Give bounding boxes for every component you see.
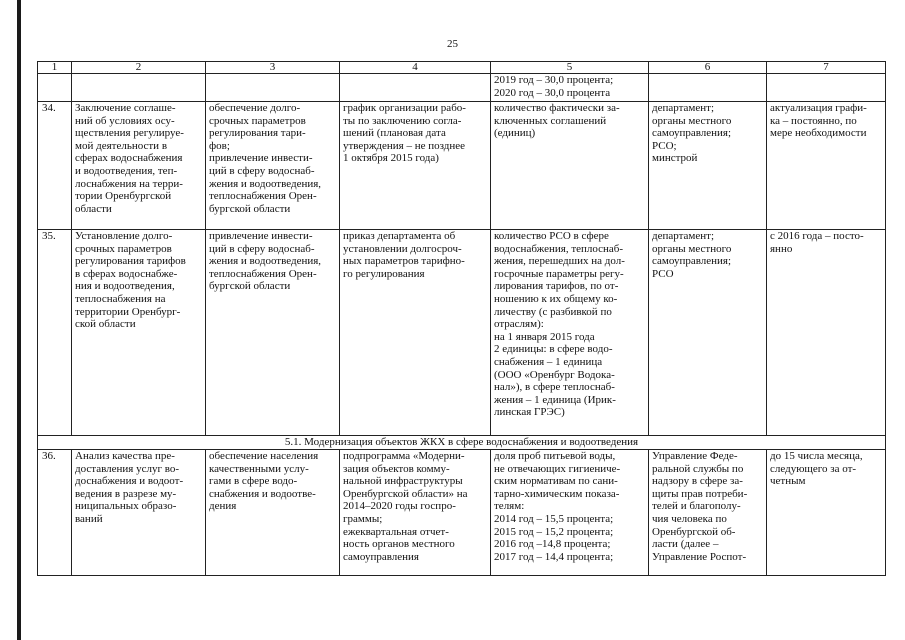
text-line: чия человека по [652,512,727,525]
text-line: приказ департамента об [343,230,456,242]
text-line: количество фактически за- [494,102,620,114]
text-line: бургской области [209,202,291,215]
text-line: зация объектов комму- [343,462,450,475]
text-line: телям: [494,500,525,513]
section-row [38,436,886,450]
text-line: доснабжения и водоот- [75,475,184,488]
text-line: следующего за от- [770,462,857,475]
responsible-cell [649,450,767,576]
binding-line [17,0,21,640]
text-line: актуализация графи- [770,102,867,114]
responsible-cell [649,102,767,230]
indicator-cell [491,102,649,230]
text-line: Управление Роспот- [652,550,747,563]
text-line: ных параметров тарифно- [343,255,465,268]
responsible-cell [649,74,767,102]
text-line: подпрограмма «Модерни- [343,450,465,462]
text-line: 2017 год – 14,4 процента; [494,550,614,563]
text-line: фов; [209,139,230,152]
text-line: надзору в сфере за- [652,475,743,488]
text-line: регулирования тари- [209,127,306,140]
text-line: 2020 год – 30,0 процента [494,86,611,99]
text-line: привлечение инвести- [209,152,313,165]
text-line: тарно-химическим показа- [494,487,620,500]
text-line: жения и водоотведения, [209,177,322,190]
item-number: 35. [38,230,72,436]
text-line: Анализ качества пре- [75,450,175,462]
text-line: качественными услу- [209,462,309,475]
text-line: Оренбургской области» на [343,487,468,500]
text-line: (ООО «Оренбург Водока- [494,368,615,381]
responsible-cell [649,230,767,436]
text-line: департамент; [652,102,715,114]
text-line: 2019 год – 30,0 процента; [494,74,614,86]
text-line: ность органов местного [343,538,455,551]
text-line: доля проб питьевой воды, [494,450,616,462]
section-title: 5.1. Модернизация объектов ЖКХ в сфере водоснабжения и водоотведения [38,436,886,450]
text-line: утверждения – не позднее [343,139,466,152]
text-line: департамент; [652,230,715,242]
text-line: сферах водоснабжения [75,152,183,165]
document-cell [340,230,491,436]
text-line: граммы; [343,512,383,525]
text-line: Управление Феде- [652,450,738,462]
table-row-item-35 [38,230,886,436]
document-cell [340,102,491,230]
plan-table [37,61,886,576]
deadline-cell [767,102,886,230]
text-line: (единиц) [494,127,536,140]
text-line: личеству (с разбивкой по [494,305,612,318]
text-line: жения – 1 единица (Ирик- [494,393,616,406]
text-line: ниципальных образо- [75,500,177,513]
text-line: телей и благополу- [652,500,741,513]
text-line: Заключение соглаше- [75,102,176,114]
text-line: щиты прав потреби- [652,487,748,500]
text-line: установлении долгосроч- [343,242,462,255]
table-row-item-34 [38,102,886,230]
text-line: тории Оренбургской [75,190,172,203]
text-line: ка – постоянно, по [770,114,857,127]
text-line: лирования тарифов, по от- [494,280,619,293]
text-line: жения и водоотведения, [209,255,322,268]
text-line: госрочные параметры регу- [494,267,624,280]
text-line: снабжения и водоотве- [209,487,316,500]
column-number: 6 [649,62,767,74]
text-line: ций в сферу водоснаб- [209,242,315,255]
column-number: 4 [340,62,491,74]
activity-cell [72,102,206,230]
column-number: 1 [38,62,72,74]
text-line: территории Оренбург- [75,305,181,318]
text-line: ральной службы по [652,462,744,475]
text-line: лоснабжения на терри- [75,177,183,190]
text-line: дения [209,500,237,513]
text-line: нал»), в сфере теплоснаб- [494,381,615,394]
text-line: теплоснабжения Орен- [209,190,317,203]
document-cell [340,74,491,102]
text-line: ведения в разрезе му- [75,487,177,500]
text-line: 2014–2020 годы госпро- [343,500,456,513]
table-row-item-36 [38,450,886,576]
result-cell [206,450,340,576]
text-line: ций в сферу водоснаб- [209,164,315,177]
text-line: ния и водоотведения, [75,280,175,293]
text-line: ским нормативам по сани- [494,475,618,488]
text-line: график организации рабо- [343,102,466,114]
text-line: РСО; [652,139,677,152]
text-line: нальной инфраструктуры [343,475,463,488]
continuation-row [38,74,886,102]
text-line: янно [770,242,793,255]
indicator-cell [491,230,649,436]
activity-cell [72,230,206,436]
text-line: Установление долго- [75,230,173,242]
column-number: 2 [72,62,206,74]
text-line: привлечение инвести- [209,230,313,242]
item-number-cell [38,74,72,102]
text-line: теплоснабжения Орен- [209,267,317,280]
deadline-cell [767,230,886,436]
activity-cell [72,74,206,102]
text-line: области [75,202,112,215]
column-number: 5 [491,62,649,74]
text-line: снабжения – 1 единица [494,355,603,368]
text-line: самоуправления; [652,127,732,140]
document-cell [340,450,491,576]
text-line: ключенных соглашений [494,114,607,127]
text-line: четным [770,475,806,488]
text-line: минстрой [652,152,698,165]
result-cell [206,102,340,230]
text-line: жения, перешедших на дол- [494,255,625,268]
text-line: ты по заключению согла- [343,114,462,127]
text-line: Оренбургской об- [652,525,736,538]
deadline-cell [767,74,886,102]
text-line: срочных параметров [209,114,306,127]
text-line: 2014 год – 15,5 процента; [494,512,614,525]
text-line: количество РСО в сфере [494,230,609,242]
text-line: на 1 января 2015 года [494,330,595,343]
text-line: самоуправления; [652,255,732,268]
column-number-row [38,62,886,74]
text-line: ежеквартальная отчет- [343,525,449,538]
text-line: доставления услуг во- [75,462,179,475]
text-line: водоснабжения, теплоснаб- [494,242,624,255]
text-line: 2 единицы: в сфере водо- [494,343,613,356]
text-line: теплоснабжения на [75,292,166,305]
text-line: ществления регулируе- [75,127,184,140]
activity-cell [72,450,206,576]
deadline-cell [767,450,886,576]
text-line: до 15 числа месяца, [770,450,863,462]
text-line: ласти (далее – [652,538,719,551]
column-number: 7 [767,62,886,74]
text-line: срочных параметров [75,242,172,255]
text-line: РСО [652,267,674,280]
text-line: ской области [75,318,136,331]
text-line: обеспечение населения [209,450,319,462]
page-number: 25 [447,38,458,50]
text-line: в сферах водоснабже- [75,267,178,280]
indicator-cell [491,450,649,576]
text-line: го регулирования [343,267,425,280]
text-line: ний об условиях осу- [75,114,175,127]
text-line: мой деятельности в [75,139,168,152]
text-line: и водоотведения, теп- [75,164,178,177]
text-line: обеспечение долго- [209,102,301,114]
item-number: 36. [38,450,72,576]
text-line: органы местного [652,114,732,127]
text-line: гами в сфере водо- [209,475,298,488]
text-line: ношению к их общему ко- [494,292,618,305]
text-line: 2015 год – 15,2 процента; [494,525,614,538]
text-line: бургской области [209,280,291,293]
result-cell [206,74,340,102]
text-line: ваний [75,512,103,525]
text-line: отраслям): [494,318,544,331]
text-line: органы местного [652,242,732,255]
text-line: 2016 год –14,8 процента; [494,538,611,551]
column-number: 3 [206,62,340,74]
item-number: 34. [38,102,72,230]
text-line: не отвечающих гигиениче- [494,462,621,475]
text-line: самоуправления [343,550,419,563]
text-line: с 2016 года – посто- [770,230,864,242]
text-line: шений (плановая дата [343,127,446,140]
text-line: мере необходимости [770,127,867,140]
text-line: 1 октября 2015 года) [343,152,439,165]
result-cell [206,230,340,436]
text-line: регулирования тарифов [75,255,186,268]
indicator-cell [491,74,649,102]
text-line: линская ГРЭС) [494,406,565,419]
